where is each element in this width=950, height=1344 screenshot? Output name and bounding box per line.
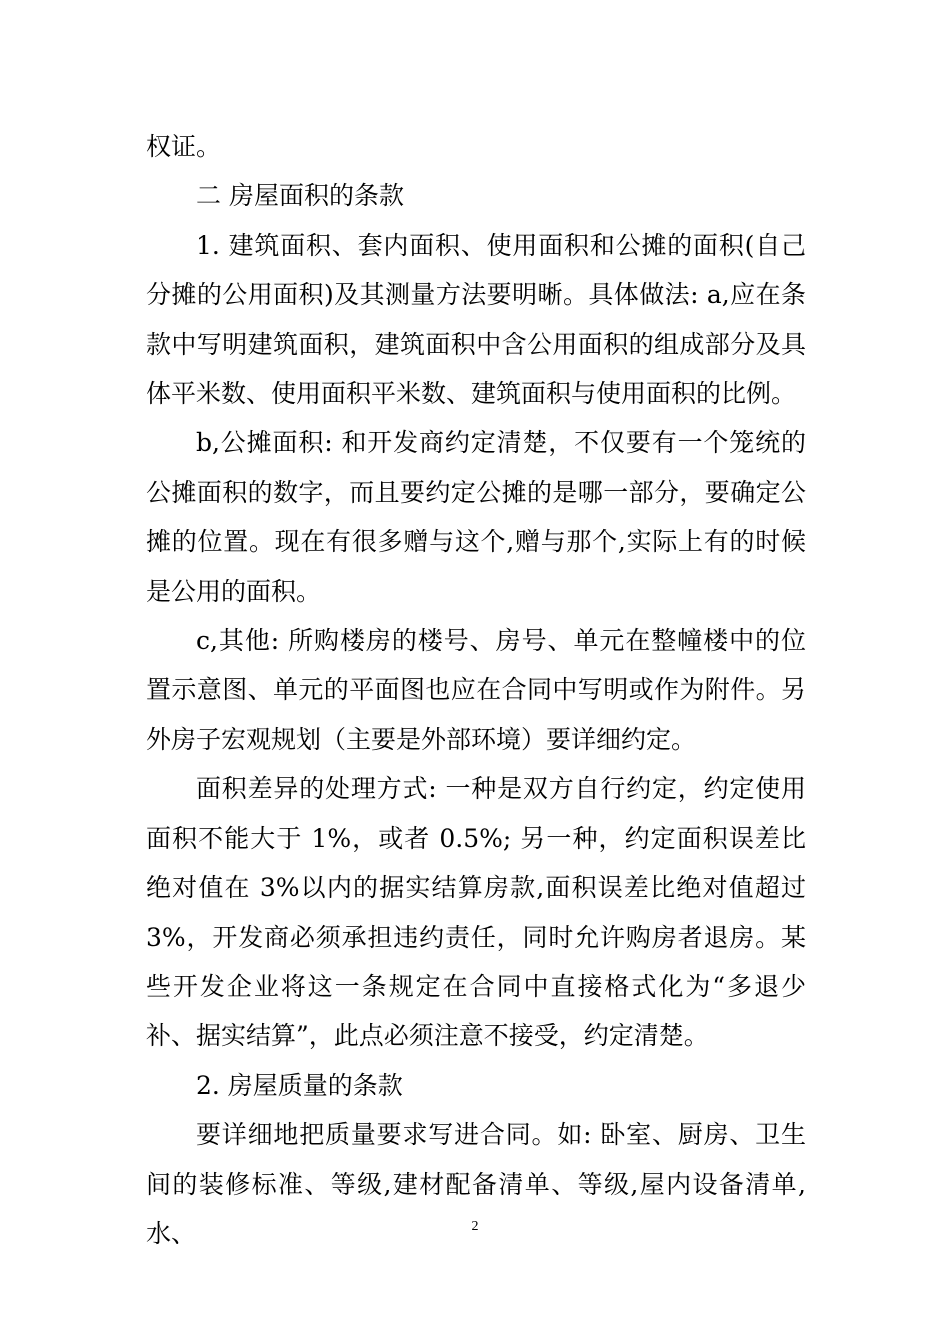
paragraph: 权证。 [146, 132, 222, 161]
paragraph: b,公摊面积: 和开发商约定清楚，不仅要有一个笼统的公摊面积的数字，而且要约定公摊的是哪一部分，要确定公摊的位置。现在有很多赠与这个,赠与那个,实际上有的时候是公用的面积。 [146, 428, 806, 606]
paragraph: 1. 建筑面积、套内面积、使用面积和公摊的面积(自己分摊的公用面积)及其测量方法要明晰。具体做法: a,应在条款中写明建筑面积，建筑面积中含公用面积的组成部分及具体平米数、使用面积平米数、建筑面积与使用面积的比例。 [146, 230, 806, 409]
section-heading: 二 房屋面积的条款 [196, 181, 404, 211]
body-text [146, 122, 806, 1258]
paragraph: c,其他: 所购楼房的楼号、房号、单元在整幢楼中的位置示意图、单元的平面图也应在合同中写明或作为附件。另外房子宏观规划（主要是外部环境）要详细约定。 [146, 626, 806, 754]
section-heading: 2. 房屋质量的条款 [196, 1070, 403, 1100]
paragraph: 要详细地把质量要求写进合同。如: 卧室、厨房、卫生间的装修标准、等级,建材配备清单、等级,屋内设备清单,水、 [146, 1120, 806, 1248]
page-number: 2 [471, 1219, 479, 1234]
paragraph: 面积差异的处理方式: 一种是双方自行约定，约定使用面积不能大于 1%，或者 0.5%; 另一种，约定面积误差比绝对值在 3%以内的据实结算房款,面积误差比绝对值超过 3%，开发商必须承担违约责任，同时允许购房者退房。某些开发企业将这一条规定在合同中直接格式化为“多退少补、据实结算”，此点必须注意不接受，约定清楚。 [146, 774, 806, 1051]
